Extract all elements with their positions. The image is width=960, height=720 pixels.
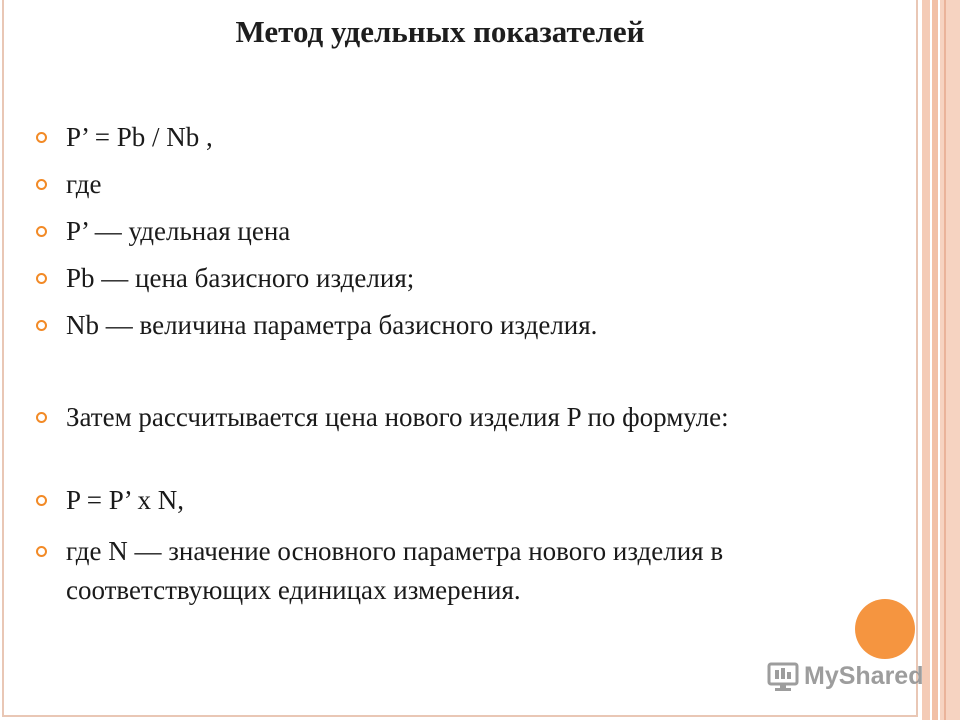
list-item (36, 306, 597, 345)
list-item-text: Затем рассчитывается цена нового изделия P по формуле: (66, 402, 729, 432)
list-item (36, 118, 213, 157)
bullet-dot-icon (36, 226, 47, 237)
list-item-text: P’ = Pb / Nb , (66, 122, 213, 152)
list-item-text: Pb — цена базисного изделия; (66, 263, 415, 293)
list-item (36, 481, 184, 520)
list-item-text: Nb — величина параметра базисного изделия. (66, 310, 598, 340)
slide-title: Метод удельных показателей (235, 14, 645, 49)
bullet-dot-icon (36, 132, 47, 143)
watermark-text: MyShared (804, 661, 924, 690)
bullet-dot-icon (36, 412, 47, 423)
list-item (36, 212, 290, 251)
bullet-dot-icon (36, 273, 47, 284)
bullet-dot-icon (36, 495, 47, 506)
bullet-dot-icon (36, 320, 47, 331)
side-stripe (932, 0, 938, 720)
bullet-dot-icon (36, 546, 47, 557)
bullet-dot-icon (36, 179, 47, 190)
side-stripe (922, 0, 930, 720)
list-item (36, 165, 101, 204)
side-stripe (944, 0, 946, 720)
list-item (36, 532, 856, 610)
list-item-text: P = P’ x N, (66, 485, 184, 515)
decorative-circle (855, 599, 915, 659)
list-item-text: где N — значение основного параметра нового изделия в соответствующих единицах измерения. (66, 536, 724, 605)
list-item-text: где (66, 169, 102, 199)
list-item (36, 398, 856, 437)
list-item-text: P’ — удельная цена (66, 216, 291, 246)
list-item (36, 259, 414, 298)
side-stripe (940, 0, 960, 720)
watermark[interactable] (766, 656, 923, 696)
myshared-logo-icon (766, 659, 800, 693)
